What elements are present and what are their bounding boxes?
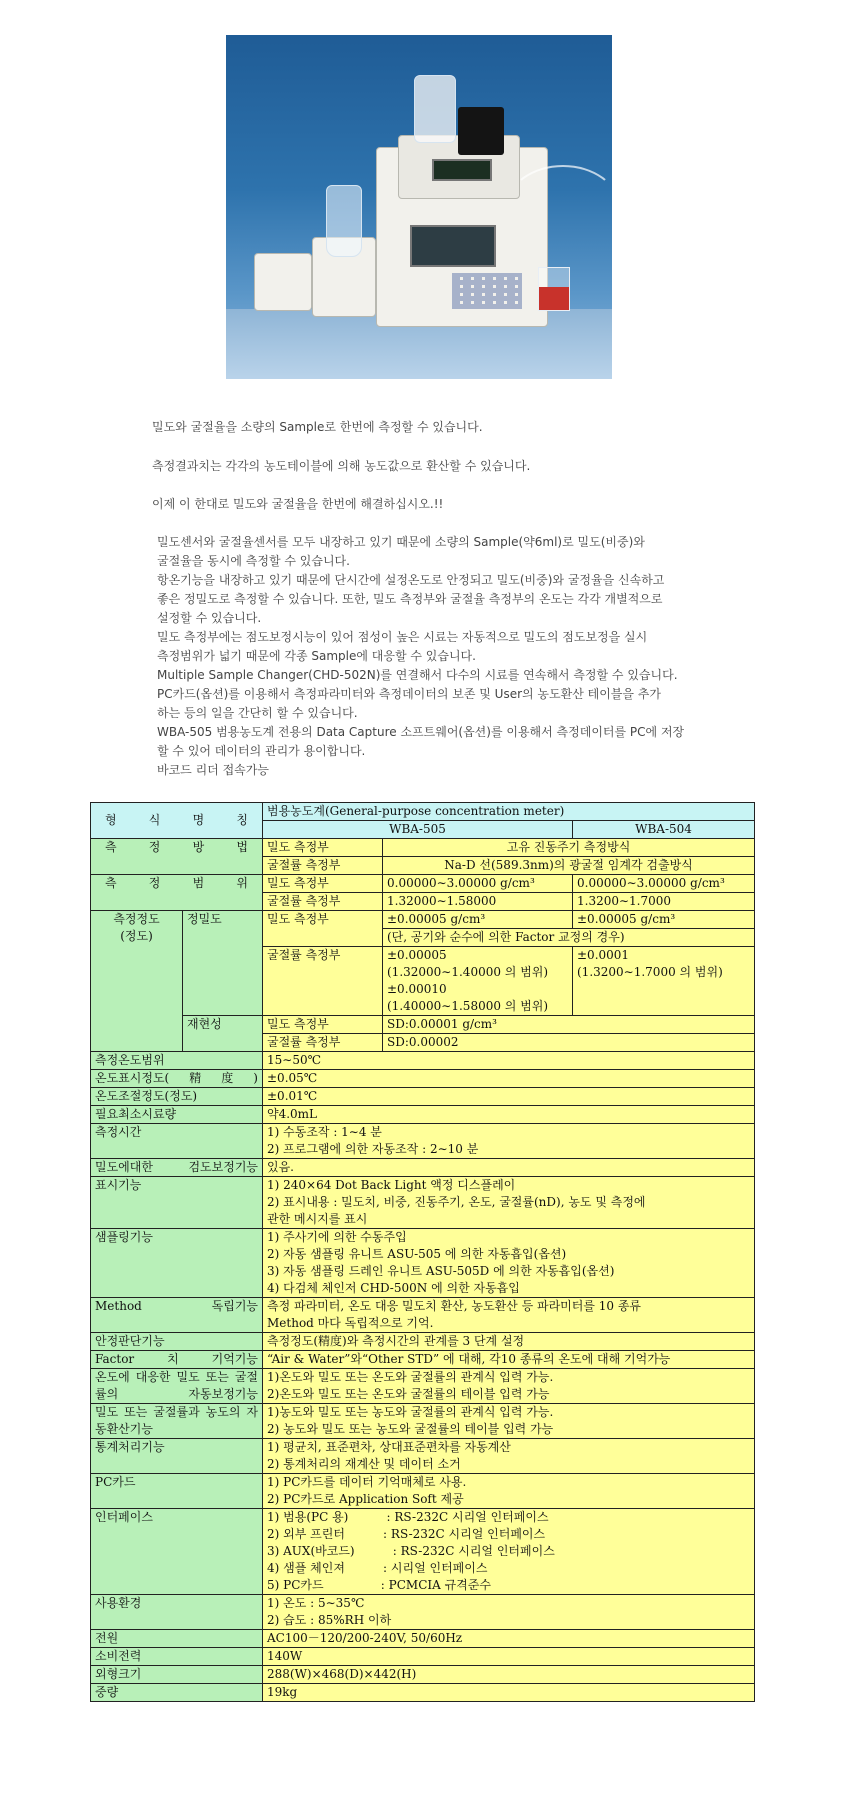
spec-row (91, 1630, 755, 1648)
spec-row-label: 외형크기 (91, 1666, 263, 1684)
spec-row (91, 1333, 755, 1351)
spec-row (91, 1351, 755, 1369)
spec-table (90, 802, 755, 1702)
spec-row-value (263, 1351, 755, 1369)
spec-row (91, 1124, 755, 1159)
method-label: 측 정 방 법 (91, 839, 263, 875)
spec-row (91, 1595, 755, 1630)
spec-row-label: 필요최소시료량 (91, 1106, 263, 1124)
spec-row-label: 측정온도범위 (91, 1052, 263, 1070)
spec-row-value (263, 1439, 755, 1474)
spec-row-value-line: 1) 평균치, 표준편차, 상대표준편차를 자동계산 (267, 1440, 511, 1454)
spec-row-value (263, 1666, 755, 1684)
spec-row-value-line: 140W (267, 1649, 303, 1663)
spec-row-value (263, 1070, 755, 1088)
spec-row-value (263, 1159, 755, 1177)
spec-row (91, 1404, 755, 1439)
spec-row-value-line: 2) 자동 샘플링 유니트 ASU-505 에 의한 자동흡입(옵션) (267, 1247, 567, 1261)
feature-line: 좋은 정밀도로 측정할 수 있습니다. 또한, 밀도 측정부와 굴절율 측정부의 온도는 각각 개별적으로 (157, 592, 663, 606)
prec-refr-b (573, 947, 755, 1016)
spec-row-value-line: 1) 온도 : 5∼35℃ (267, 1596, 365, 1610)
range-density-a: 0.00000∼3.00000 g/cm³ (383, 875, 573, 893)
spec-row-value (263, 1177, 755, 1229)
method-refr: Na-D 선(589.3nm)의 광굴절 임계각 검출방식 (383, 857, 755, 875)
spec-row-value-line: 약4.0mL (267, 1107, 318, 1121)
spec-row-value (263, 1229, 755, 1298)
spec-row (91, 1088, 755, 1106)
spec-row-label: 통계처리기능 (91, 1439, 263, 1474)
upper-display (432, 159, 492, 181)
spec-row (91, 1474, 755, 1509)
model-label: 형 식 명 칭 (91, 803, 263, 839)
feature-line: 밀도센서와 굴절율센서를 모두 내장하고 있기 때문에 소량의 Sample(약6ml)로 밀도(비중)와 (157, 535, 645, 549)
spec-row-label: 소비전력 (91, 1648, 263, 1666)
spec-row-value-line: 1) 수동조작 : 1∼4 분 (267, 1125, 382, 1139)
reagent-bottle (414, 75, 456, 143)
spec-row-label: PC카드 (91, 1474, 263, 1509)
spec-row-label: 표시기능 (91, 1177, 263, 1229)
spec-row-value-line: ±0.05℃ (267, 1071, 318, 1085)
spec-row-label: 밀도 또는 굴절률과 농도의 자동환산기능 (91, 1404, 263, 1439)
spec-row-value-line: ±0.01℃ (267, 1089, 318, 1103)
spec-row-value-line: 15∼50℃ (267, 1053, 322, 1067)
spec-row-label: 중량 (91, 1684, 263, 1702)
product-photo (226, 35, 612, 379)
intro-line-1: 밀도와 굴절율을 소량의 Sample로 한번에 측정할 수 있습니다. (152, 420, 483, 434)
spec-row (91, 1229, 755, 1298)
model-b: WBA-504 (573, 821, 755, 839)
spec-row-value (263, 1052, 755, 1070)
accuracy-label (91, 911, 183, 1052)
spec-row-value (263, 1106, 755, 1124)
spec-row (91, 1648, 755, 1666)
spec-row-value (263, 1509, 755, 1595)
spec-row-value-line: 2) 통계처리의 재계산 및 데이터 소거 (267, 1457, 461, 1471)
feature-line: 항온기능을 내장하고 있기 때문에 단시간에 설정온도로 안정되고 밀도(비중)와 굴정율을 신속하고 (157, 573, 665, 587)
spec-row-value-line: 2)온도와 밀도 또는 온도와 굴절률의 테이블 입력 가능 (267, 1387, 550, 1401)
feature-line: 할 수 있어 데이터의 관리가 용이합니다. (157, 744, 366, 758)
spec-row-value-line: 2) 프로그램에 의한 자동조작 : 2∼10 분 (267, 1142, 479, 1156)
method-density: 고유 진동주기 측정방식 (383, 839, 755, 857)
spec-row-value (263, 1474, 755, 1509)
spec-row-value-line: 288(W)×468(D)×442(H) (267, 1667, 417, 1681)
spec-row-value (263, 1298, 755, 1333)
spec-row (91, 1369, 755, 1404)
feature-line: 굴절율을 동시에 측정할 수 있습니다. (157, 554, 350, 568)
spec-row-value-line: 4) 다검체 체인저 CHD-500N 에 의한 자동흡입 (267, 1281, 520, 1295)
spec-row-label: 온도에 대응한 밀도 또는 굴절률의 자동보정기능 (91, 1369, 263, 1404)
repeat-density: SD:0.00001 g/cm³ (383, 1016, 755, 1034)
feature-line: 밀도 측정부에는 점도보정시능이 있어 점성이 높은 시료는 자동적으로 밀도의 점도보정을 실시 (157, 630, 648, 644)
spec-row-value-line: 1)온도와 밀도 또는 온도와 굴절률의 관계식 입력 가능. (267, 1370, 554, 1384)
black-module (458, 107, 504, 155)
spec-row-label: 온도표시정도(精度) (91, 1070, 263, 1088)
range-density-b: 0.00000∼3.00000 g/cm³ (573, 875, 755, 893)
main-display (410, 225, 496, 267)
feature-line: Multiple Sample Changer(CHD-502N)를 연결해서 다수의 시료를 연속해서 측정할 수 있습니다. (157, 668, 678, 682)
spec-row-value-line: 2) 표시내용 : 밀도치, 비중, 진동주기, 온도, 굴절률(nD), 농도 및 측정에 (267, 1195, 646, 1209)
spec-row-value-line: 측정 파라미터, 온도 대응 밀도치 환산, 농도환산 등 파라미터를 10 종류 (267, 1299, 642, 1313)
spec-row-label: 사용환경 (91, 1595, 263, 1630)
spec-row (91, 1159, 755, 1177)
range-refr-part: 굴절률 측정부 (263, 893, 383, 911)
spec-row-label: 안정판단기능 (91, 1333, 263, 1351)
method-density-part: 밀도 측정부 (263, 839, 383, 857)
model-value: 범용농도계(General-purpose concentration meter) (263, 803, 755, 821)
spec-row-value-line: 5) PC카드 : PCMCIA 규격준수 (267, 1578, 491, 1592)
spec-row-value (263, 1630, 755, 1648)
spec-row-value (263, 1369, 755, 1404)
prec-refr-a-line: (1.32000∼1.40000 의 범위) (387, 965, 549, 979)
repeat-refr: SD:0.00002 (383, 1034, 755, 1052)
spec-row-value (263, 1088, 755, 1106)
tube (506, 165, 612, 249)
spec-row (91, 1052, 755, 1070)
accuracy-label-1: 측정정도 (113, 912, 160, 926)
spec-row-value (263, 1684, 755, 1702)
spec-row (91, 1106, 755, 1124)
spec-row-value-line: 1) 240×64 Dot Back Light 액정 디스플레이 (267, 1178, 516, 1192)
spec-row (91, 1298, 755, 1333)
spec-row (91, 1070, 755, 1088)
spec-row-value-line: 3) AUX(바코드) : RS-232C 시리얼 인터페이스 (267, 1544, 555, 1558)
printer-unit (254, 253, 312, 311)
spec-row-label: 전원 (91, 1630, 263, 1648)
range-density-part: 밀도 측정부 (263, 875, 383, 893)
feature-line: 설정할 수 있습니다. (157, 611, 262, 625)
prec-refr-part: 굴절률 측정부 (263, 947, 383, 1016)
spec-row-value-line: 2) 습도 : 85%RH 이하 (267, 1613, 392, 1627)
spec-row-value-line: 관한 메시지를 표시 (267, 1212, 368, 1226)
feature-line: WBA-505 범용농도계 전용의 Data Capture 소프트웨어(옵션)를 이용해서 측정데이터를 PC에 저장 (157, 725, 685, 739)
range-refr-b: 1.3200∼1.7000 (573, 893, 755, 911)
spec-row-label: 온도조절정도(정도) (91, 1088, 263, 1106)
range-label: 측 정 범 위 (91, 875, 263, 911)
prec-refr-b-line: (1.3200∼1.7000 의 범위) (577, 965, 723, 979)
range-refr-a: 1.32000∼1.58000 (383, 893, 573, 911)
spec-row-value-line: 2) 농도와 밀도 또는 농도와 굴절률의 테이블 입력 가능 (267, 1422, 554, 1436)
spec-row-value (263, 1124, 755, 1159)
spec-row-label: 샘플링기능 (91, 1229, 263, 1298)
spec-row (91, 1684, 755, 1702)
spec-row-value-line: AC100－120/200-240V, 50/60Hz (267, 1631, 463, 1645)
spec-row-value-line: 2) PC카드로 Application Soft 제공 (267, 1492, 464, 1506)
spec-row-value-line: 1) PC카드를 데이터 기억매체로 사용. (267, 1475, 467, 1489)
model-a: WBA-505 (263, 821, 573, 839)
spec-row-value-line: 2) 외부 프린터 : RS-232C 시리얼 인터페이스 (267, 1527, 546, 1541)
spec-row-value (263, 1333, 755, 1351)
feature-line: 하는 등의 일을 간단히 할 수 있습니다. (157, 706, 358, 720)
repeat-label: 재현성 (183, 1016, 263, 1052)
spec-row-label: Factor 치 기억기능 (91, 1351, 263, 1369)
beaker (538, 267, 570, 311)
repeat-refr-part: 굴절률 측정부 (263, 1034, 383, 1052)
spec-row-value-line: 19kg (267, 1685, 298, 1699)
sample-bottle (326, 185, 362, 257)
keypad (452, 273, 522, 309)
spec-row-value (263, 1404, 755, 1439)
spec-row (91, 1509, 755, 1595)
accuracy-label-2: (정도) (120, 929, 153, 943)
spec-row-value (263, 1648, 755, 1666)
method-refr-part: 굴절률 측정부 (263, 857, 383, 875)
spec-row-label: Method 독립기능 (91, 1298, 263, 1333)
spec-row-value-line: Method 마다 독립적으로 기억. (267, 1316, 434, 1330)
precision-label: 정밀도 (183, 911, 263, 1016)
spec-row-value-line: 4) 샘플 체인져 : 시리얼 인터페이스 (267, 1561, 488, 1575)
spec-row-value-line: 1)농도와 밀도 또는 농도와 굴절률의 관계식 입력 가능. (267, 1405, 554, 1419)
spec-row (91, 1177, 755, 1229)
prec-refr-a (383, 947, 573, 1016)
prec-density-note: (단, 공기와 순수에 의한 Factor 교정의 경우) (383, 929, 755, 947)
spec-row-value-line: 1) 주사기에 의한 수동주입 (267, 1230, 407, 1244)
spec-row-value-line: 있음. (267, 1160, 294, 1174)
feature-line: 바코드 리더 접속가능 (157, 763, 269, 777)
spec-row-value-line: 측정정도(精度)와 측정시간의 관계를 3 단계 설정 (267, 1334, 525, 1348)
prec-refr-b-line: ±0.0001 (577, 948, 630, 962)
prec-refr-a-line: ±0.00005 (387, 948, 447, 962)
spec-row-value-line: “Air & Water”와“Other STD” 에 대해, 각10 종류의 온도에 대해 기억가능 (267, 1352, 671, 1366)
intro-line-3: 이제 이 한대로 밀도와 굴절율을 한번에 해결하십시오.!! (152, 497, 444, 511)
beaker-liquid (539, 287, 569, 310)
spec-row-label: 측정시간 (91, 1124, 263, 1159)
prec-density-a: ±0.00005 g/cm³ (383, 911, 573, 929)
spec-row-label: 밀도에대한 검도보정기능 (91, 1159, 263, 1177)
spec-row-value (263, 1595, 755, 1630)
prec-refr-a-line: (1.40000∼1.58000 의 범위) (387, 999, 549, 1013)
feature-list (157, 533, 717, 780)
spec-row (91, 1439, 755, 1474)
repeat-density-part: 밀도 측정부 (263, 1016, 383, 1034)
prec-density-part: 밀도 측정부 (263, 911, 383, 947)
intro-line-2: 측정결과치는 각각의 농도테이블에 의해 농도값으로 환산할 수 있습니다. (152, 459, 531, 473)
feature-line: 측정범위가 넓기 때문에 각종 Sample에 대응할 수 있습니다. (157, 649, 476, 663)
prec-refr-a-line: ±0.00010 (387, 982, 447, 996)
spec-row-value-line: 1) 범용(PC 용) : RS-232C 시리얼 인터페이스 (267, 1510, 549, 1524)
prec-density-b: ±0.00005 g/cm³ (573, 911, 755, 929)
spec-row (91, 1666, 755, 1684)
spec-row-label: 인터페이스 (91, 1509, 263, 1595)
feature-line: PC카드(옵션)를 이용해서 측정파라미터와 측정데이터의 보존 및 User의 농도환산 테이블을 추가 (157, 687, 661, 701)
spec-row-value-line: 3) 자동 샘플링 드레인 유니트 ASU-505D 에 의한 자동흡입(옵션) (267, 1264, 615, 1278)
